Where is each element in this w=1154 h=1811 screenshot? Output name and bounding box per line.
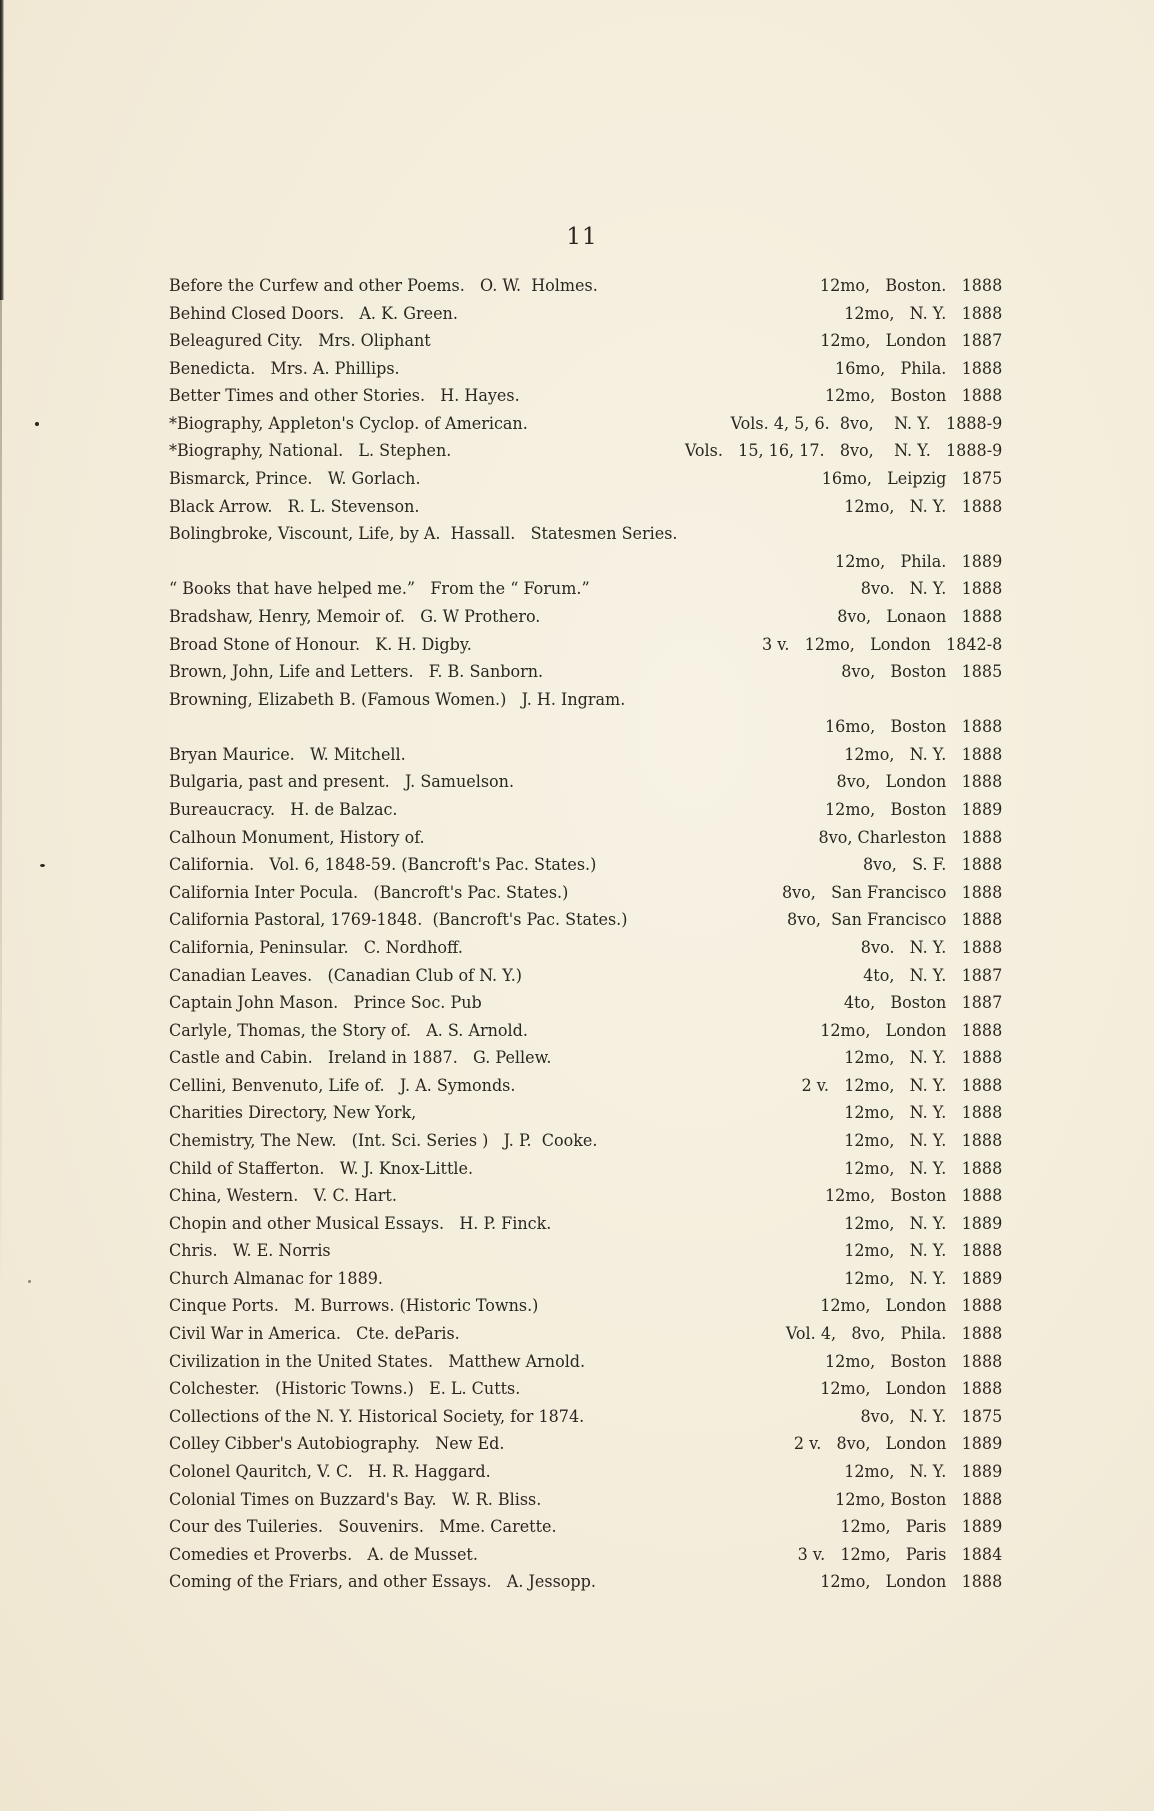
- entry-imprint: 12mo, N. Y. 1888: [844, 496, 1003, 517]
- catalog-entry: [169, 1459, 1003, 1485]
- catalog-entry: [169, 411, 1003, 437]
- entry-imprint: 12mo, Boston 1888: [835, 1489, 1003, 1510]
- catalog-entry: [169, 1073, 1003, 1099]
- catalog-entry: [169, 852, 1003, 878]
- entry-imprint: 8vo, London 1888: [836, 772, 1003, 793]
- entry-imprint: 16mo, Leipzig 1875: [821, 469, 1003, 490]
- catalog-entry: [169, 1018, 1003, 1044]
- entry-title-author: Coming of the Friars, and other Essays. A. Jessopp.: [169, 1572, 596, 1593]
- entry-title-author: Better Times and other Stories. H. Hayes.: [169, 386, 520, 407]
- entry-title-author: Civil War in America. Cte. deParis.: [169, 1324, 460, 1345]
- catalog-entry: [169, 1542, 1003, 1568]
- entry-title-author: “ Books that have helped me.” From the “ Forum.”: [169, 579, 590, 600]
- catalog-entry: [169, 990, 1003, 1016]
- entry-imprint: 8vo, San Francisco 1888: [787, 910, 1003, 931]
- entry-imprint: 12mo, N. Y. 1889: [844, 1461, 1003, 1482]
- entry-title-author: Bulgaria, past and present. J. Samuelson.: [169, 772, 515, 793]
- entry-title-author: Colonel Qauritch, V. C. H. R. Haggard.: [169, 1461, 491, 1482]
- entry-imprint: 12mo, London 1888: [820, 1296, 1003, 1317]
- entry-imprint: 12mo, N. Y. 1888: [844, 303, 1003, 324]
- entry-imprint: 12mo, N. Y. 1888: [844, 1158, 1003, 1179]
- entry-title-author: Collections of the N. Y. Historical Society, for 1874.: [169, 1406, 585, 1427]
- catalog-entry: [169, 576, 1003, 602]
- entry-title-author: Comedies et Proverbs. A. de Musset.: [169, 1544, 478, 1565]
- entry-title-author: Brown, John, Life and Letters. F. B. Sanborn.: [169, 662, 544, 683]
- entry-imprint: 12mo, London 1887: [820, 331, 1003, 352]
- entry-title-author: Browning, Elizabeth B. (Famous Women.) J. H. Ingram.: [169, 689, 626, 710]
- entry-imprint: 8vo. N. Y. 1888: [860, 937, 1003, 958]
- entry-imprint: 12mo, London 1888: [820, 1020, 1003, 1041]
- catalog-entry: [169, 549, 1003, 575]
- entry-imprint: 3 v. 12mo, Paris 1884: [797, 1544, 1003, 1565]
- entry-title-author: Before the Curfew and other Poems. O. W. Holmes.: [169, 276, 598, 296]
- catalog-entry: [169, 356, 1003, 382]
- entry-title-author: Benedicta. Mrs. A. Phillips.: [169, 358, 400, 379]
- entry-title-author: Civilization in the United States. Matthew Arnold.: [169, 1351, 586, 1372]
- entry-title-author: Chemistry, The New. (Int. Sci. Series ) J. P. Cooke.: [169, 1130, 598, 1151]
- entry-title-author: Cour des Tuileries. Souvenirs. Mme. Carette.: [169, 1517, 557, 1538]
- catalog-entry: [169, 1321, 1003, 1347]
- catalog-entry: [169, 1238, 1003, 1264]
- entry-title-author: Canadian Leaves. (Canadian Club of N. Y.): [169, 965, 523, 986]
- catalog-entry: [169, 273, 1003, 299]
- entry-title-author: Carlyle, Thomas, the Story of. A. S. Arnold.: [169, 1020, 528, 1041]
- entry-title-author: California Inter Pocula. (Bancroft's Pac. States.): [169, 882, 569, 903]
- entry-title-author: Broad Stone of Honour. K. H. Digby.: [169, 634, 472, 655]
- entry-title-author: Behind Closed Doors. A. K. Green.: [169, 303, 458, 324]
- entry-title-author: Cellini, Benvenuto, Life of. J. A. Symonds.: [169, 1075, 516, 1096]
- catalog-entry: [169, 935, 1003, 961]
- entry-title-author: Castle and Cabin. Ireland in 1887. G. Pellew.: [169, 1048, 552, 1069]
- entry-imprint: 12mo, N. Y. 1888: [844, 1241, 1003, 1262]
- entry-imprint: 12mo, N. Y. 1889: [844, 1268, 1003, 1289]
- catalog-entry: [169, 1404, 1003, 1430]
- entry-imprint: 8vo, San Francisco 1888: [781, 882, 1003, 903]
- entry-imprint: 8vo. N. Y. 1888: [860, 579, 1003, 600]
- catalog-entry: [169, 383, 1003, 409]
- catalog-entry: [169, 825, 1003, 851]
- entry-title-author: Captain John Mason. Prince Soc. Pub: [169, 993, 482, 1014]
- catalog-entry: [169, 521, 945, 547]
- catalog-entry: [169, 494, 1003, 520]
- paper-speck: [28, 1280, 31, 1283]
- catalog-entry: [169, 659, 1003, 685]
- entry-imprint: 12mo, Boston 1888: [824, 386, 1003, 407]
- binding-edge: [0, 0, 4, 300]
- entry-imprint: 12mo, Boston. 1888: [819, 276, 1003, 296]
- entry-title-author: Cinque Ports. M. Burrows. (Historic Towns.): [169, 1296, 539, 1317]
- paper-speck: [35, 422, 39, 426]
- entry-imprint: 4to, Boston 1887: [843, 993, 1003, 1014]
- entry-title-author: Charities Directory, New York,: [169, 1103, 417, 1124]
- entry-title-author: China, Western. V. C. Hart.: [169, 1186, 397, 1207]
- binding-shadow: [0, 300, 2, 1300]
- entry-imprint: 12mo, Boston 1888: [824, 1186, 1003, 1207]
- entry-title-author: Church Almanac for 1889.: [169, 1268, 384, 1289]
- catalog-entry: [169, 797, 1003, 823]
- catalog-entry: [169, 301, 1003, 327]
- catalog-entry: [169, 1211, 1003, 1237]
- catalog-entry: [169, 687, 945, 713]
- page-number: 11: [566, 224, 598, 250]
- entry-title-author: *Biography, Appleton's Cyclop. of American.: [169, 413, 528, 434]
- entry-imprint: Vols. 15, 16, 17. 8vo, N. Y. 1888-9: [684, 441, 1003, 462]
- entry-title-author: Bismarck, Prince. W. Gorlach.: [169, 469, 421, 490]
- catalog-entry: [169, 1569, 1003, 1595]
- entry-imprint: 3 v. 12mo, London 1842-8: [761, 634, 1003, 655]
- entry-title-author: Colonial Times on Buzzard's Bay. W. R. Bliss.: [169, 1489, 542, 1510]
- catalog-entry: [169, 1266, 1003, 1292]
- entry-imprint: 8vo, N. Y. 1875: [860, 1406, 1003, 1427]
- catalog-entry: [169, 604, 1003, 630]
- catalog-entry: [169, 742, 1003, 768]
- entry-imprint: 12mo, N. Y. 1888: [844, 744, 1003, 765]
- catalog-entry: [169, 1514, 1003, 1540]
- entry-imprint: 16mo, Phila. 1888: [835, 358, 1003, 379]
- entry-title-author: Calhoun Monument, History of.: [169, 827, 425, 848]
- catalog-entry: [169, 1183, 1003, 1209]
- entry-title-author: Colchester. (Historic Towns.) E. L. Cutts.: [169, 1379, 521, 1400]
- catalog-entry: [169, 1431, 1003, 1457]
- catalog-entry: [169, 714, 1003, 740]
- catalog-entry: [169, 438, 1003, 464]
- entry-imprint: 8vo, Charleston 1888: [818, 827, 1003, 848]
- catalog-entry: [169, 466, 1003, 492]
- entry-imprint: 2 v. 12mo, N. Y. 1888: [801, 1075, 1003, 1096]
- paper-speck: [40, 864, 45, 867]
- entry-title-author: Beleagured City. Mrs. Oliphant: [169, 331, 431, 352]
- entry-imprint: 12mo, Paris 1889: [840, 1517, 1003, 1538]
- catalog-entry: [169, 1376, 1003, 1402]
- entry-imprint: 8vo, S. F. 1888: [862, 855, 1003, 876]
- catalog-entry: [169, 880, 1003, 906]
- catalog-entry: [169, 1045, 1003, 1071]
- entry-imprint: 16mo, Boston 1888: [824, 717, 1003, 738]
- entry-title-author: Bureaucracy. H. de Balzac.: [169, 800, 398, 821]
- catalog-entry: [169, 1349, 1003, 1375]
- entry-title-author: California. Vol. 6, 1848-59. (Bancroft's Pac. States.): [169, 855, 597, 876]
- entry-imprint: 12mo, London 1888: [820, 1379, 1003, 1400]
- entry-title-author: California Pastoral, 1769-1848. (Bancroft's Pac. States.): [169, 910, 628, 931]
- catalog-entry: [169, 1100, 1003, 1126]
- entry-imprint: 12mo, N. Y. 1888: [844, 1130, 1003, 1151]
- entry-imprint: Vols. 4, 5, 6. 8vo, N. Y. 1888-9: [730, 413, 1003, 434]
- entry-title-author: Chopin and other Musical Essays. H. P. Finck.: [169, 1213, 552, 1234]
- entry-imprint: 2 v. 8vo, London 1889: [793, 1434, 1003, 1455]
- catalog-entry: [169, 1293, 1003, 1319]
- catalog-entry: [169, 1128, 1003, 1154]
- entry-imprint: 8vo, Lonaon 1888: [837, 606, 1003, 627]
- entry-title-author: *Biography, National. L. Stephen.: [169, 441, 452, 462]
- entry-imprint: 12mo, N. Y. 1889: [844, 1213, 1003, 1234]
- entry-imprint: 4to, N. Y. 1887: [863, 965, 1003, 986]
- entry-title-author: Chris. W. E. Norris: [169, 1241, 331, 1262]
- entry-imprint: 12mo, Boston 1888: [824, 1351, 1003, 1372]
- entry-title-author: Bryan Maurice. W. Mitchell.: [169, 744, 406, 765]
- catalog-entry: [169, 963, 1003, 989]
- entry-title-author: Black Arrow. R. L. Stevenson.: [169, 496, 420, 517]
- entry-imprint: 12mo, London 1888: [820, 1572, 1003, 1593]
- catalog-entry: [169, 1487, 1003, 1513]
- catalog-entry: [169, 769, 1003, 795]
- entry-title-author: Colley Cibber's Autobiography. New Ed.: [169, 1434, 505, 1455]
- entry-title-author: Bradshaw, Henry, Memoir of. G. W Prothero.: [169, 606, 541, 627]
- entry-title-author: Child of Stafferton. W. J. Knox-Little.: [169, 1158, 474, 1179]
- catalog-entry: [169, 907, 1003, 933]
- entry-imprint: Vol. 4, 8vo, Phila. 1888: [785, 1324, 1003, 1345]
- entry-imprint: 12mo, N. Y. 1888: [844, 1048, 1003, 1069]
- entry-title-author: California, Peninsular. C. Nordhoff.: [169, 937, 463, 958]
- catalog-entry: [169, 328, 1003, 354]
- entry-imprint: 12mo, Phila. 1889: [835, 551, 1003, 572]
- catalog-entry: [169, 1156, 1003, 1182]
- entry-imprint: 12mo, Boston 1889: [824, 800, 1003, 821]
- entry-imprint: 12mo, N. Y. 1888: [844, 1103, 1003, 1124]
- catalog-entry: [169, 632, 1003, 658]
- entry-imprint: 8vo, Boston 1885: [841, 662, 1003, 683]
- entry-title-author: Bolingbroke, Viscount, Life, by A. Hassall. Statesmen Series.: [169, 524, 678, 545]
